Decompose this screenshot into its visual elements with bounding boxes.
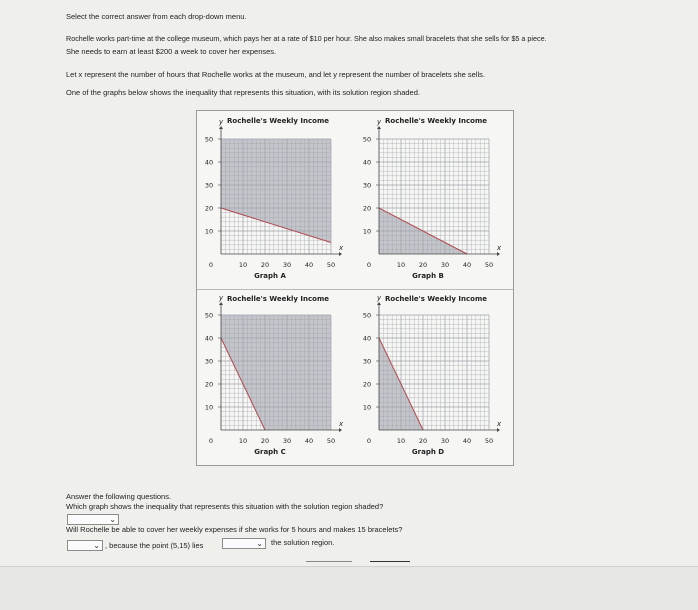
y-tick-label: 50: [362, 311, 372, 320]
region-dropdown[interactable]: [222, 538, 266, 549]
chart-graph-b: [355, 111, 513, 289]
x-tick-label: 50: [326, 261, 336, 269]
y-axis-label: y: [377, 294, 382, 302]
x-tick-label: 20: [260, 437, 270, 445]
y-tick-label: 20: [204, 204, 214, 213]
y-tick-label: 40: [362, 334, 372, 343]
questions-heading: Answer the following questions.: [66, 492, 172, 501]
question-2: Will Rochelle be able to cover her weekly expenses if she works for 5 hours and makes 15 bracelets?: [66, 525, 403, 534]
y-tick-label: 50: [204, 135, 214, 144]
problem-line-3: Let x represent the number of hours that Rochelle works at the museum, and let y represent the number of bracelets she sells.: [66, 70, 485, 79]
x-tick-label: 10: [238, 437, 248, 445]
y-tick-label: 20: [204, 380, 214, 389]
x-tick-label: 10: [238, 261, 248, 269]
y-tick-label: 50: [204, 311, 214, 320]
problem-line-2: She needs to earn at least $200 a week to cover her expenses.: [66, 47, 277, 56]
x-axis-arrow-icon: [339, 252, 342, 256]
question-1: Which graph shows the inequality that represents this situation with the solution region shaded?: [66, 502, 384, 511]
y-tick-label: 30: [362, 357, 372, 366]
y-axis-arrow-icon: [377, 126, 381, 129]
yes-no-dropdown[interactable]: [67, 540, 103, 551]
chevron-down-icon: ⌄: [256, 539, 263, 548]
y-axis-label: y: [377, 118, 382, 126]
y-tick-label: 10: [362, 403, 372, 412]
question-3-part-2: the solution region.: [271, 538, 335, 547]
x-axis-arrow-icon: [339, 428, 342, 432]
chart-caption: Graph C: [254, 448, 286, 456]
x-axis-arrow-icon: [497, 428, 500, 432]
x-tick-label: 30: [440, 261, 450, 269]
y-tick-label: 40: [362, 158, 372, 167]
x-tick-label: 40: [462, 261, 472, 269]
instructions: Select the correct answer from each drop-down menu.: [66, 12, 247, 21]
bottom-bar: [0, 566, 698, 610]
x-axis-arrow-icon: [497, 252, 500, 256]
problem-line-1: Rochelle works part-time at the college museum, which pays her at a rate of $10 per hour. She also makes small bracelets that she sells for $5 a piece.: [66, 34, 547, 43]
x-tick-label: 10: [396, 437, 406, 445]
y-tick-label: 40: [204, 334, 214, 343]
y-axis-label: y: [219, 118, 224, 126]
x-tick-label: 20: [418, 437, 428, 445]
y-tick-label: 30: [204, 357, 214, 366]
y-tick-label: 10: [204, 403, 214, 412]
y-axis-label: y: [219, 294, 224, 302]
chart-title: Rochelle's Weekly Income: [385, 295, 487, 303]
y-axis-arrow-icon: [219, 126, 223, 129]
y-axis-arrow-icon: [377, 302, 381, 305]
chart-caption: Graph D: [411, 448, 445, 456]
question-3-part-1: , because the point (5,15) lies: [105, 541, 204, 550]
graphs-panel: [196, 110, 514, 466]
y-tick-label: 10: [204, 227, 214, 236]
x-tick-label: 40: [304, 261, 314, 269]
problem-line-4: One of the graphs below shows the inequality that represents this situation, with its solution region shaded.: [66, 88, 420, 97]
x-axis-label: x: [339, 420, 344, 428]
x-tick-label: 30: [282, 437, 292, 445]
x-axis-label: x: [497, 420, 502, 428]
x-tick-label: 30: [282, 261, 292, 269]
graph-choice-dropdown[interactable]: [67, 514, 119, 525]
y-axis-arrow-icon: [219, 302, 223, 305]
x-tick-label: 0: [208, 261, 214, 269]
x-tick-label: 0: [366, 437, 372, 445]
y-tick-label: 30: [204, 181, 214, 190]
underline-mark: [370, 561, 410, 562]
x-tick-label: 40: [304, 437, 314, 445]
chevron-down-icon: ⌄: [109, 515, 116, 524]
chevron-down-icon: ⌄: [93, 541, 100, 550]
x-axis-label: x: [339, 244, 344, 252]
x-tick-label: 0: [208, 437, 214, 445]
x-axis-label: x: [497, 244, 502, 252]
chart-title: Rochelle's Weekly Income: [227, 295, 329, 303]
chart-title: Rochelle's Weekly Income: [227, 117, 329, 125]
chart-caption: Graph A: [254, 272, 286, 280]
solution-region: [221, 139, 331, 243]
x-tick-label: 10: [396, 261, 406, 269]
chart-graph-c: [197, 289, 355, 465]
x-tick-label: 50: [326, 437, 336, 445]
x-tick-label: 0: [366, 261, 372, 269]
y-tick-label: 30: [362, 181, 372, 190]
x-tick-label: 20: [418, 261, 428, 269]
x-tick-label: 30: [440, 437, 450, 445]
y-tick-label: 50: [362, 135, 372, 144]
y-tick-label: 40: [204, 158, 214, 167]
chart-caption: Graph B: [412, 272, 444, 280]
y-tick-label: 20: [362, 204, 372, 213]
x-tick-label: 50: [484, 437, 494, 445]
chart-graph-d: [355, 289, 513, 465]
chart-title: Rochelle's Weekly Income: [385, 117, 487, 125]
y-tick-label: 20: [362, 380, 372, 389]
underline-mark: [306, 561, 352, 562]
y-tick-label: 10: [362, 227, 372, 236]
x-tick-label: 40: [462, 437, 472, 445]
x-tick-label: 50: [484, 261, 494, 269]
x-tick-label: 20: [260, 261, 270, 269]
chart-graph-a: [197, 111, 355, 289]
